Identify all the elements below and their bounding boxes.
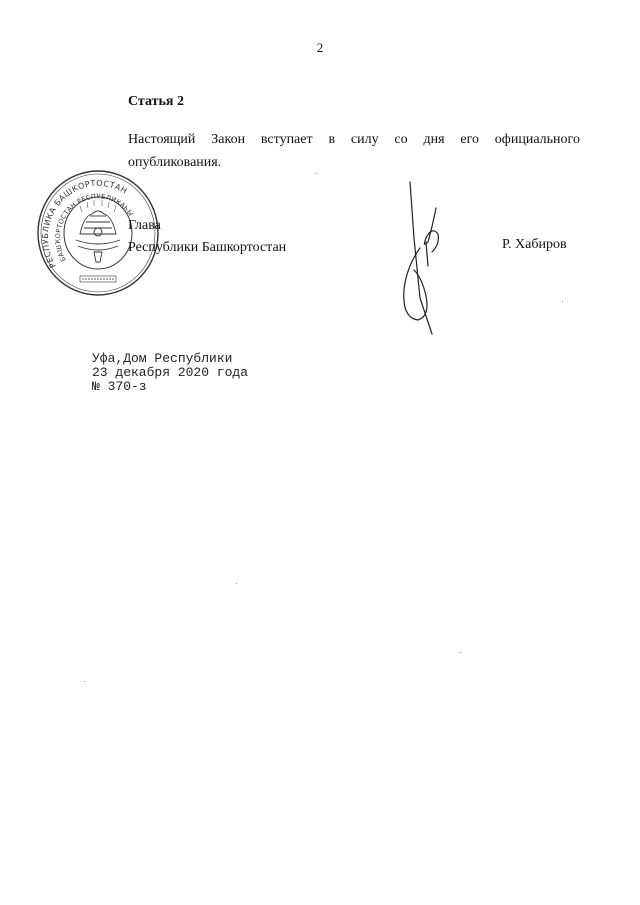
signatory-title — [128, 215, 286, 259]
scan-speck — [236, 583, 237, 584]
seal-inner-text: БАШҠОРТОСТАН РЕСПУБЛИКАҺЫ — [53, 192, 135, 263]
seal-outer-text: РЕСПУБЛИКА БАШКОРТОСТАН — [40, 178, 129, 270]
scan-speck — [84, 681, 85, 682]
word: в — [328, 132, 336, 147]
signatory-title-line-1: Глава — [128, 218, 161, 233]
word: со — [394, 132, 408, 147]
svg-text:РЕСПУБЛИКА БАШКОРТОСТАН — [41, 179, 129, 270]
footer-place: Уфа,Дом Республики — [92, 351, 233, 366]
article-text-line-2: опубликования. — [128, 155, 222, 170]
scan-speck — [316, 173, 317, 174]
word: официального — [494, 132, 580, 147]
page-number: 2 — [316, 40, 324, 55]
word: Закон — [211, 132, 246, 147]
word: вступает — [260, 132, 313, 147]
word: Настоящий — [128, 132, 196, 147]
signatory-title-line-2: Республики Башкортостан — [128, 240, 287, 255]
article-body — [128, 128, 580, 174]
signatory-name: Р. Хабиров — [502, 237, 567, 252]
footer-date: 23 декабря 2020 года — [92, 365, 249, 380]
handwritten-signature — [392, 178, 452, 338]
word: дня — [423, 132, 445, 147]
scan-speck — [562, 301, 563, 302]
word: его — [460, 132, 479, 147]
word: силу — [350, 132, 379, 147]
article-heading: Статья 2 — [128, 94, 184, 109]
document-footer — [92, 352, 248, 394]
article-text-line-1 — [128, 128, 580, 151]
scan-speck — [460, 652, 461, 653]
footer-number: № 370-з — [92, 379, 147, 394]
